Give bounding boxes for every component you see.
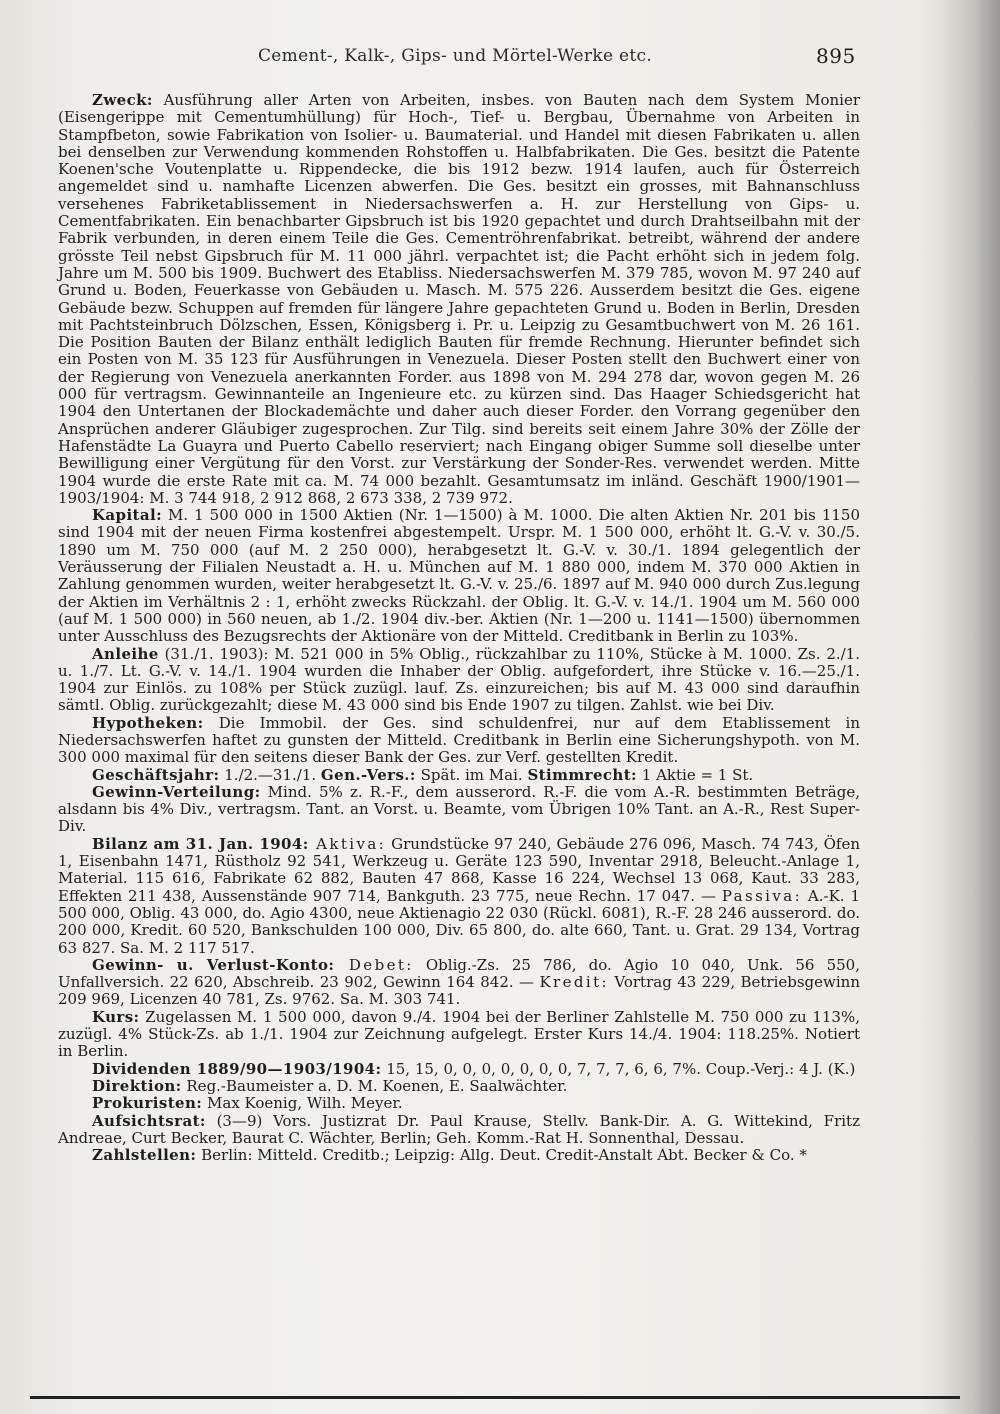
text-gewinn-verteilung: Mind. 5% z. R.-F., dem ausserord. R.-F. die vom A.-R. bestimmten Beträge, alsdann bis 4% Div., vertragsm. Tant. an Vorst. u. Beamte, vom Übrigen 10% Tant. an A.-R., Rest Super-Div. bbox=[58, 782, 860, 836]
text-stimmrecht: 1 Aktie = 1 St. bbox=[637, 765, 754, 784]
label-hypotheken: Hypotheken: bbox=[92, 713, 204, 732]
label-debet: Debet: bbox=[334, 955, 414, 974]
label-kredit: Kredit: bbox=[539, 973, 609, 992]
text-zahlstellen: Berlin: Mitteld. Creditb.; Leipzig: Allg. Deut. Credit-Anstalt Abt. Becker & Co. * bbox=[196, 1146, 807, 1165]
text-hypotheken: Die Immobil. der Ges. sind schuldenfrei, nur auf dem Etablissement in Niedersachswerfen haftet zu gunsten der Mitteld. Creditbank in Berlin eine Sicherungshypoth. von M. 300 000 maximal für den seitens dieser Bank der Ges. zur Verf. gestellten Kredit. bbox=[58, 713, 860, 767]
page-number: 895 bbox=[816, 44, 856, 68]
text-dividenden: 15, 15, 0, 0, 0, 0, 0, 0, 0, 7, 7, 7, 6, 6, 7%. Coup.-Verj.: 4 J. (K.) bbox=[381, 1059, 856, 1078]
paragraph-geschaeftsjahr bbox=[58, 767, 860, 784]
paragraph-kurs bbox=[58, 1009, 860, 1061]
text-aktiva: Grundstücke 97 240, Gebäude 276 096, Masch. 74 743, Öfen 1, Eisenbahn 1471, Rüstholz 92 541, Werkzeug u. Geräte 123 590, Inventar 2918, Beleucht.-Anlage 1, Material. 115 616, Fabrikate 62 882, Bauten 47 868, Kasse 16 224, Wechsel 13 068, Kaut. 33 283, Effekten 211 438, Aussenstände 907 714, Bankguth. 23 775, neue Rechn. 17 047. — bbox=[58, 834, 860, 905]
text-aufsichtsrat: (3—9) Vors. Justizrat Dr. Paul Krause, Stellv. Bank-Dir. A. G. Wittekind, Fritz Andreae, Curt Becker, Baurat C. Wächter, Berlin; Geh. Komm.-Rat H. Sonnenthal, Dessau. bbox=[58, 1111, 860, 1147]
company-entry-text bbox=[58, 92, 860, 1164]
text-kapital: M. 1 500 000 in 1500 Aktien (Nr. 1—1500) à M. 1000. Die alten Aktien Nr. 201 bis 1150 sind 1904 mit der neuen Firma kostenfrei abgestempelt. Urspr. M. 1 500 000, erhöht lt. G.-V. v. 30./5. 1890 um M. 750 000 (auf M. 2 250 000), herabgesetzt lt. G.-V. v. 30./1. 1894 gelegentlich der Veräusserung der Filialen Neustadt a. H. u. München auf M. 1 880 000, indem M. 370 000 Aktien in Zahlung genommen wurden, weiter herabgesetzt lt. G.-V. v. 25./6. 1897 auf M. 940 000 durch Zus.legung der Aktien im Verhältnis 2 : 1, erhöht zwecks Rückzahl. der Oblig. lt. G.-V. v. 14./1. 1904 um M. 560 000 (auf M. 1 500 000) in 560 neuen, ab 1./2. 1904 div.-ber. Aktien (Nr. 1—200 u. 1141—1500) übernommen unter Ausschluss des Bezugsrechts der Aktionäre von der Mitteld. Creditbank in Berlin zu 103%. bbox=[58, 506, 860, 646]
paragraph-zweck bbox=[58, 92, 860, 507]
paragraph-dividenden bbox=[58, 1061, 860, 1078]
text-gen-vers: Spät. im Mai. bbox=[415, 765, 528, 784]
label-zahlstellen: Zahlstellen: bbox=[92, 1146, 197, 1165]
label-anleihe: Anleihe bbox=[92, 644, 159, 663]
label-aktiva: Aktiva: bbox=[308, 834, 387, 853]
label-kurs: Kurs: bbox=[92, 1007, 140, 1026]
paragraph-anleihe bbox=[58, 646, 860, 715]
text-prokuristen: Max Koenig, Wilh. Meyer. bbox=[202, 1094, 403, 1113]
label-passiva: Passiva: bbox=[721, 886, 803, 905]
label-gewinn-verteilung: Gewinn-Verteilung: bbox=[92, 782, 261, 801]
paragraph-gewinn-verlust bbox=[58, 957, 860, 1009]
label-aufsichtsrat: Aufsichtsrat: bbox=[92, 1111, 206, 1130]
label-geschaeftsjahr: Geschäftsjahr: bbox=[92, 765, 220, 784]
paragraph-prokuristen bbox=[58, 1095, 860, 1112]
label-gen-vers: Gen.-Vers.: bbox=[320, 765, 416, 784]
running-title: Cement-, Kalk-, Gips- und Mörtel-Werke etc. bbox=[258, 46, 653, 66]
label-kapital: Kapital: bbox=[92, 506, 163, 525]
page-edge-shadow bbox=[940, 0, 1000, 1414]
text-geschaeftsjahr: 1./2.—31./1. bbox=[219, 765, 321, 784]
text-debet: Oblig.-Zs. 25 786, do. Agio 10 040, Unk. 56 550, Unfallversich. 22 620, Abschreib. 23 902, Gewinn 164 842. — bbox=[58, 955, 860, 992]
paragraph-hypotheken bbox=[58, 715, 860, 767]
page-header bbox=[0, 44, 1000, 74]
paragraph-aufsichtsrat bbox=[58, 1113, 860, 1148]
text-passiva: A.-K. 1 500 000, Oblig. 43 000, do. Agio 4300, neue Aktienagio 22 030 (Rückl. 6081), R.-F. 28 246 ausserord. do. 200 000, Kredit. 60 520, Bankschulden 100 000, Div. 65 800, do. alte 660, Tant. u. Grat. 29 134, Vortrag 63 827. Sa. M. 2 117 517. bbox=[58, 886, 860, 957]
label-bilanz: Bilanz am 31. Jan. 1904: bbox=[92, 834, 309, 853]
text-anleihe: (31./1. 1903): M. 521 000 in 5% Oblig., rückzahlbar zu 110%, Stücke à M. 1000. Zs. 2./1. u. 1./7. Lt. G.-V. v. 14./1. 1904 wurden die Inhaber der Oblig. aufgefordert, ihre Stücke v. 16.—25./1. 1904 zur Einlös. zu 108% per Stück zuzügl. lauf. Zs. einzureichen; bis auf M. 43 000 sind daraufhin sämtl. Oblig. zurückgezahlt; diese M. 43 000 sind bis Ende 1907 zu tilgen. Zahlst. wie bei Div. bbox=[58, 644, 860, 715]
text-kredit: Vortrag 43 229, Betriebsgewinn 209 969, Licenzen 40 781, Zs. 9762. Sa. M. 303 741. bbox=[58, 973, 860, 1009]
label-prokuristen: Prokuristen: bbox=[92, 1094, 203, 1113]
paragraph-gewinn-verteilung bbox=[58, 784, 860, 836]
label-stimmrecht: Stimmrecht: bbox=[527, 765, 637, 784]
paragraph-kapital bbox=[58, 507, 860, 645]
label-zweck: Zweck: bbox=[92, 91, 153, 109]
text-direktion: Reg.-Baumeister a. D. M. Koenen, E. Saalwächter. bbox=[181, 1076, 568, 1095]
label-gewinn-verlust: Gewinn- u. Verlust-Konto: bbox=[92, 955, 335, 974]
paragraph-bilanz bbox=[58, 836, 860, 957]
text-kurs: Zugelassen M. 1 500 000, davon 9./4. 1904 bei der Berliner Zahlstelle M. 750 000 zu 113%, zuzügl. 4% Stück-Zs. ab 1./1. 1904 zur Zeichnung aufgelegt. Erster Kurs 14./4. 1904: 118.25%. Notiert in Berlin. bbox=[58, 1007, 860, 1061]
label-direktion: Direktion: bbox=[92, 1076, 182, 1095]
text-zweck: Ausführung aller Arten von Arbeiten, insbes. von Bauten nach dem System Monier (Eisengerippe mit Cementumhüllung) für Hoch-, Tief- u. Bergbau, Übernahme von Arbeiten in Stampfbeton, sowie Fabrikation von Isolier- u. Baumaterial. und Handel mit diesen Fabrikaten u. allen bei denselben zur Verwendung kommenden Rohstoffen u. Halbfabrikaten. Die Ges. besitzt die Patente Koenen'sche Voutenplatte u. Rippendecke, die bis 1912 bezw. 1914 laufen, auch für Österreich angemeldet sind u. namhafte Licenzen abwerfen. Die Ges. besitzt ein grosses, mit Bahnanschluss versehenes Fabriketablissement in Niedersachswerfen a. H. zur Herstellung von Gips- u. Cementfabrikaten. Ein benachbarter Gipsbruch ist bis 1920 gepachtet und durch Drahtseilbahn mit der Fabrik verbunden, in deren einem Teile die Ges. Cementröhrenfabrikat. betreibt, während der andere grösste Teil nebst Gipsbruch für M. 11 000 jährl. verpachtet ist; die Pacht erhöht sich in jedem folg. Jahre um M. 500 bis 1909. Buchwert des Etabliss. Niedersachswerfen M. 379 785, wovon M. 97 240 auf Grund u. Boden, Feuerkasse von Gebäuden u. Masch. M. 575 226. Ausserdem besitzt die Ges. eigene Gebäude bezw. Schuppen auf fremden für längere Jahre gepachteten Grund u. Boden in Berlin, Dresden mit Pachtsteinbruch Dölzschen, Essen, Königsberg i. Pr. u. Leipzig zu Gesamtbuchwert von M. 26 161. Die Position Bauten der Bilanz enthält lediglich Bauten für fremde Rechnung. Hierunter befindet sich ein Posten von M. 35 123 für Ausführungen in Venezuela. Dieser Posten stellt den Buchwert einer von der Regierung von Venezuela anerkannten Forder. aus 1898 von M. 294 278 dar, wovon gegen M. 26 000 für vertragsm. Gewinnanteile an Ingenieure etc. zu kürzen sind. Das Haager Schiedsgericht hat 1904 den Untertanen der Blockademächte und daher auch dieser Forder. den Vorrang gegenüber den Ansprüchen anderer Gläubiger zugesprochen. Zur Tilg. sind bereits seit einem Jahre 30% der Zölle der Hafenstädte La Guayra und Puerto Cabello reserviert; nach Eingang obiger Summe soll dieselbe unter Bewilligung einer Vergütung für den Vorst. zur Verstärkung der Sonder-Res. verwendet werden. Mitte 1904 wurde die erste Rate mit ca. M. 74 000 bezahlt. Gesamtumsatz im inländ. Geschäft 1900/1901—1903/1904: M. 3 744 918, 2 912 868, 2 673 338, 2 739 972. bbox=[58, 91, 860, 507]
paragraph-direktion bbox=[58, 1078, 860, 1095]
label-dividenden: Dividenden 1889/90—1903/1904: bbox=[92, 1059, 382, 1078]
paragraph-zahlstellen bbox=[58, 1147, 860, 1164]
bottom-rule bbox=[30, 1396, 960, 1399]
